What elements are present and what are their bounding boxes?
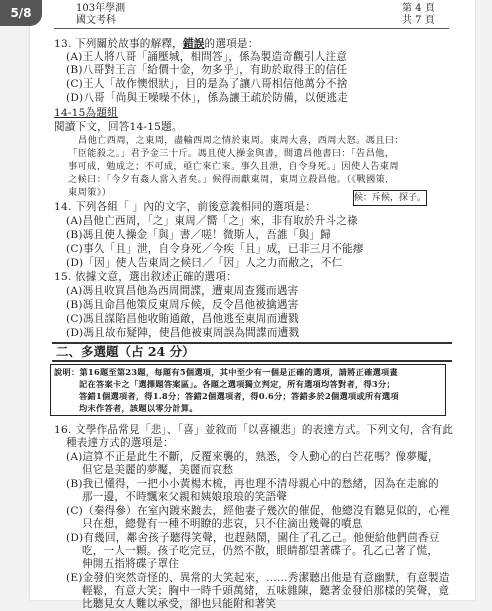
- q16-stem-line-2: 種表達方式的選項是：: [66, 437, 174, 449]
- q16-option-a-line-2: 但它是美麗的夢魘，美麗而哀愁: [82, 464, 234, 476]
- exam-page: [30, 0, 475, 610]
- q16-option-d-line-2: 吃，一人一顆。孩子吃完豆，仍然不散，眼睛都望著碟子。孔乙己著了慌，: [82, 545, 439, 557]
- q15-option-a: (A)馮且收買昌他為西周間諜，遭東周查獲而遇害: [66, 285, 299, 297]
- q15-option-c: (C)馮且謀陷昌他收賄通敵，昌他逃至東周而遭戮: [66, 313, 299, 325]
- q13-option-d: (D)八哥「尚與王噪噪不休」，係為讓王疏於防備，以便逃走: [66, 92, 348, 104]
- passage-line-2: 「臣能殺之。」君予金三十斤。馮且使人操金與書，間遺昌他書曰：「告昌他，: [68, 148, 395, 159]
- q13-option-a: (A)王人將八哥「誦壓城，相問答」，係為製造奇觀引人注意: [66, 51, 348, 63]
- instruction-line-3: 答錯1個選項者，得1.8分；答錯2個選項者，得0.6分；答錯多於2個選項或所有選項: [79, 391, 399, 401]
- page-number: 第 4 頁: [402, 3, 435, 14]
- q16-stem-line-1: 16. 文學作品常見「悲」、「喜」並敘而「以喜襯悲」的表達方式。下列文句，含有此: [54, 424, 453, 436]
- section-divider-bottom: [52, 360, 452, 362]
- header-divider: [54, 28, 449, 29]
- q14-stem: 14. 下列各組「 」內的文字，前後意義相同的選項是：: [54, 201, 317, 213]
- q16-option-c-line-2: 只在想，總覺有一種不明瞭的悲哀，只不住滴出幾聲的噴息: [82, 518, 363, 530]
- q16-option-d-line-3: 伸開五指將碟子罩住: [82, 558, 180, 570]
- section-title: 二、多選題（占 24 分）: [56, 344, 195, 359]
- instruction-line-2: 記在答案卡之「選擇題答案區」。各題之選項獨立判定，所有選項均答對者，得3分；: [79, 379, 395, 389]
- passage-line-3: 事可成，勉成之；不可成，亟亡來亡來。事久且泄，自令身死。」因使人告東周: [68, 161, 399, 172]
- q14-option-a: (A)昌他亡西周，「之」東周／嚮「之」來，非有取於升斗之祿: [66, 215, 358, 227]
- instruction-line-4: 均未作答者，該題以零分計算。: [79, 403, 198, 413]
- q16-option-e-line-2: 輕鬆，有意大笑；胸中一時千頭萬緒，五味雜陳，聽著金發伯那樣的笑聲，竟: [82, 585, 449, 597]
- q13-stem: 13. 下列關於故事的解釋，錯誤的選項是：: [54, 38, 259, 50]
- instruction-line-1: 說明：第16題至第23題，每題有5個選項，其中至少有一個是正確的選項，請將正確選項畫: [54, 367, 399, 377]
- q16-option-e-line-1: (E)金發伯突然奇怪的、異常的大笑起來，……秀潔聽出他是有意幽默，有意製造: [66, 572, 450, 584]
- q13-stem-emphasis: 錯誤: [182, 38, 205, 50]
- q15-stem: 15. 依據文意，選出敘述正確的選項：: [54, 271, 237, 283]
- q13-option-b: (B)八哥對王言「給價十金，勿多乎」，有助於取得王的信任: [66, 64, 348, 76]
- q15-option-b: (B)馮且命昌他策反東周斥候，反令昌他被擒遇害: [66, 299, 299, 311]
- q16-option-c-line-1: (C)（秦得參）在室內踱來踱去，經他妻子幾次的催促，他總沒有聽見似的，心裡: [66, 505, 450, 517]
- q15-option-d: (D)馮且故布疑陣，使昌他被東周誤為間諜而遭戮: [66, 327, 300, 339]
- passage-line-1: 昌他亡西周，之東周，盡輸西周之情於東周。東周大喜，西周大怒。馮且曰：: [78, 135, 404, 146]
- exam-year: 103年學測: [76, 3, 126, 14]
- page-total: 共 7 頁: [402, 15, 435, 26]
- q16-option-b-line-2: 那一邊，不時飄來父親和姨娘琅琅的笑語聲: [82, 491, 288, 503]
- q14-option-d: (D)「因」使人告東周之候曰／「因」人之力而敝之，不仁: [66, 257, 343, 269]
- q13-option-c: (C)王人「故作懊恨狀」，目的是為了讓八哥相信他萬分不捨: [66, 78, 348, 90]
- q16-option-a-line-1: (A)這算不正是此生不斷，反覆來襲的，熟悉，令人動心的白芒花嗎？像夢魘，: [66, 451, 439, 463]
- group-intro: 閱讀下文，回答14-15題。: [54, 121, 183, 133]
- q16-option-d-line-1: (D)有幾回，鄰舍孩子聽得笑聲，也趕熱鬧，圍住了孔乙己。他便給他們茴香豆: [66, 532, 440, 544]
- page-counter-badge: 5/8: [0, 0, 42, 26]
- passage-line-4: 之候曰：「今夕有姦人當入者矣。」候得而獻東周，東周立殺昌他。（《戰國策．: [68, 174, 395, 185]
- footnote-box: 候：斥候，探子。: [353, 190, 427, 206]
- passage-line-5: 東周策》）: [68, 187, 112, 198]
- q16-option-e-line-3: 比聽見女人難以承受，卻也只能附和著笑: [82, 598, 277, 610]
- group-title: 14-15為題組: [54, 107, 118, 119]
- instruction-box: [50, 364, 446, 416]
- exam-subject: 國文考科: [76, 15, 116, 26]
- q14-option-b: (B)馮且使人操金「與」書／嗟！微斯人，吾誰「與」歸: [66, 229, 331, 241]
- q14-option-c: (C)事久「且」泄，自令身死／今疾「且」成，已非三月不能瘳: [66, 243, 364, 255]
- q16-option-b-line-1: (B)我已懂得，一把小小黃楊木梳，再也理不清母親心中的愁緒，因為在走廊的: [66, 478, 439, 490]
